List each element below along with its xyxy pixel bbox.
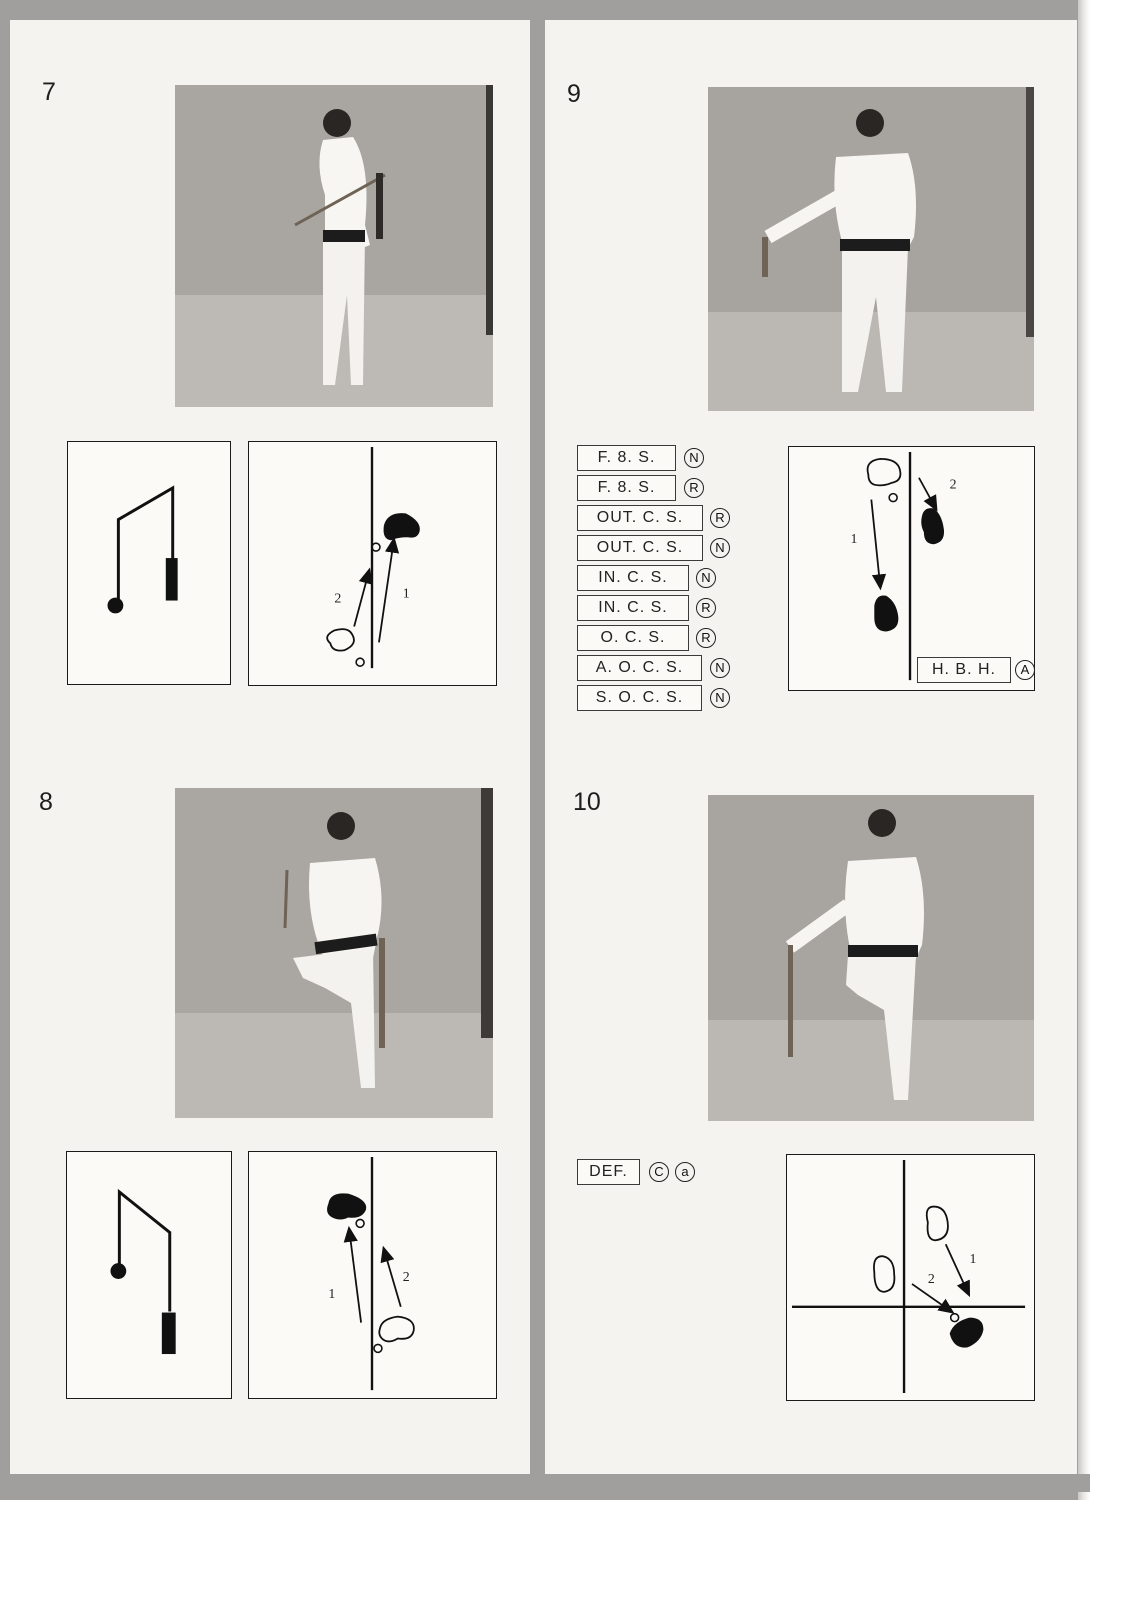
nunchaku-grip-diagram-8 [66, 1151, 232, 1399]
defense-mark-1: C [649, 1162, 669, 1182]
stance-mark: N [684, 448, 704, 468]
footwork-diagram-9 [788, 446, 1035, 691]
path-label-1: 1 [402, 586, 410, 602]
footwork-diagram-7 [248, 441, 497, 686]
stance-mark: R [696, 628, 716, 648]
path-label-2: 2 [927, 1271, 935, 1287]
page-edge [1078, 0, 1090, 1500]
move-label: IN. C. S. [577, 565, 689, 591]
footwork-diagram-8 [248, 1151, 497, 1399]
stance-mark: R [710, 508, 730, 528]
path-label-1: 1 [850, 532, 858, 548]
move-label: S. O. C. S. [577, 685, 702, 711]
bottom-band [0, 1474, 1090, 1492]
path-label-2: 2 [402, 1269, 410, 1285]
move-label: OUT. C. S. [577, 535, 703, 561]
strike-mark: A [1015, 660, 1035, 680]
photo-panel-9 [708, 87, 1034, 411]
stance-mark: N [710, 658, 730, 678]
photo-panel-8 [175, 788, 493, 1118]
move-label: A. O. C. S. [577, 655, 702, 681]
move-label: IN. C. S. [577, 595, 689, 621]
stance-mark: N [710, 688, 730, 708]
panel-number: 7 [42, 78, 56, 106]
panel-number: 8 [39, 788, 53, 816]
defense-label: DEF. [577, 1159, 640, 1185]
path-label-1: 1 [969, 1252, 977, 1268]
move-label: O. C. S. [577, 625, 689, 651]
footwork-diagram-10 [786, 1154, 1035, 1401]
path-label-2: 2 [334, 591, 342, 607]
path-label-1: 1 [328, 1286, 336, 1302]
panel-number: 10 [573, 788, 601, 816]
panel-number: 9 [567, 80, 581, 108]
stance-mark: R [696, 598, 716, 618]
nunchaku-grip-diagram-7 [67, 441, 231, 685]
stance-mark: R [684, 478, 704, 498]
move-label: OUT. C. S. [577, 505, 703, 531]
move-label: F. 8. S. [577, 445, 676, 471]
path-label-2: 2 [949, 477, 957, 493]
photo-panel-7 [175, 85, 493, 407]
strike-label: H. B. H. [917, 657, 1011, 683]
move-label: F. 8. S. [577, 475, 676, 501]
photo-panel-10 [708, 795, 1034, 1121]
stance-mark: N [696, 568, 716, 588]
stance-mark: N [710, 538, 730, 558]
defense-mark-2: a [675, 1162, 695, 1182]
